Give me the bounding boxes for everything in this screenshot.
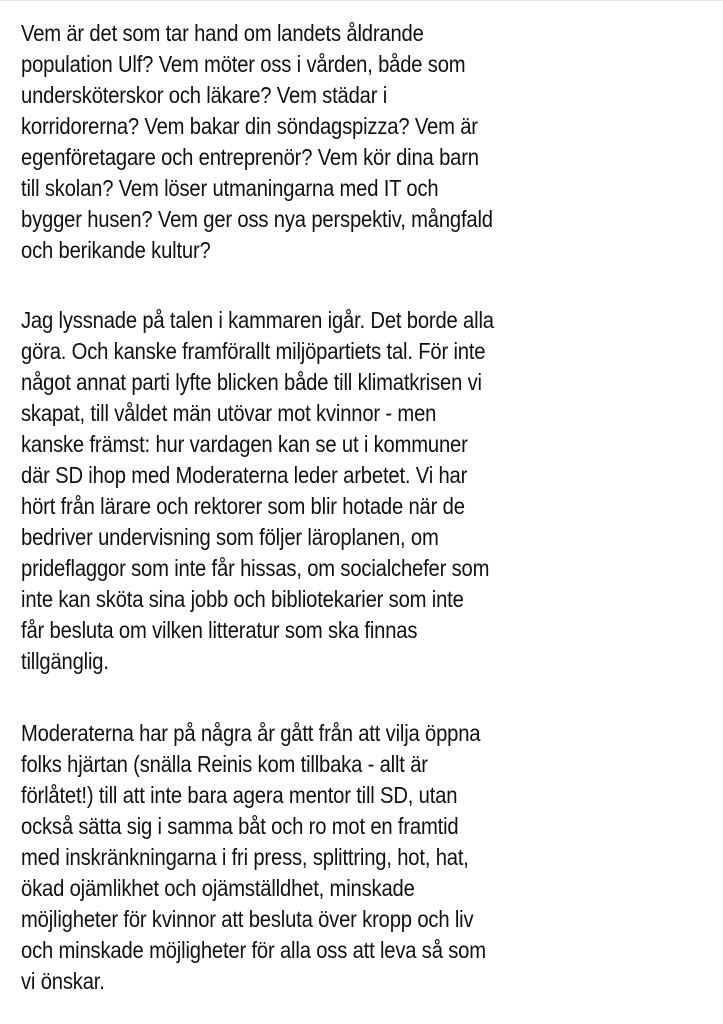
text-line: hört från lärare och rektorer som blir hotade när de [21, 493, 465, 519]
text-line: och minskade möjligheter för alla oss att leva så som [21, 937, 486, 963]
text-line: ökad ojämlikhet och ojämställdhet, minskade [21, 875, 415, 901]
text-line: korridorerna? Vem bakar din söndagspizza? Vem är [21, 113, 478, 139]
text-line: prideflaggor som inte får hissas, om socialchefer som [21, 555, 490, 581]
text-line: till skolan? Vem löser utmaningarna med IT och [21, 175, 439, 201]
text-line: Jag lyssnade på talen i kammaren igår. Det borde alla [21, 307, 494, 333]
paragraph-3 [21, 718, 486, 997]
paragraph-1 [21, 18, 493, 266]
text-line: folks hjärtan (snälla Reinis kom tillbaka - allt är [21, 751, 428, 777]
text-line: kanske främst: hur vardagen kan se ut i kommuner [21, 431, 468, 457]
paragraph-2 [21, 305, 494, 677]
text-line: också sätta sig i samma båt och ro mot en framtid [21, 813, 459, 839]
text-line: får besluta om vilken litteratur som ska finnas [21, 617, 418, 643]
text-line: egenföretagare och entreprenör? Vem kör dina barn [21, 144, 479, 170]
text-line: något annat parti lyfte blicken både till klimatkrisen vi [21, 369, 482, 395]
text-line: där SD ihop med Moderaterna leder arbetet. Vi har [21, 462, 468, 488]
text-line: göra. Och kanske framförallt miljöpartiets tal. För inte [21, 338, 486, 364]
top-divider [0, 0, 723, 1]
text-line: Vem är det som tar hand om landets åldrande [21, 20, 424, 46]
text-line: förlåtet!) till att inte bara agera mentor till SD, utan [21, 782, 458, 808]
text-line: skapat, till våldet män utövar mot kvinnor - men [21, 400, 437, 426]
text-line: och berikande kultur? [21, 237, 211, 263]
text-line: Moderaterna har på några år gått från att vilja öppna [21, 720, 481, 746]
text-line: bygger husen? Vem ger oss nya perspektiv, mångfald [21, 206, 493, 232]
text-line: med inskränkningarna i fri press, splittring, hot, hat, [21, 844, 469, 870]
text-line: undersköterskor och läkare? Vem städar i [21, 82, 388, 108]
text-line: möjligheter för kvinnor att besluta över kropp och liv [21, 906, 474, 932]
text-line: vi önskar. [21, 968, 105, 994]
text-line: bedriver undervisning som följer läroplanen, om [21, 524, 439, 550]
text-line: population Ulf? Vem möter oss i vården, både som [21, 51, 466, 77]
text-line: tillgänglig. [21, 648, 109, 674]
text-line: inte kan sköta sina jobb och bibliotekarier som inte [21, 586, 464, 612]
